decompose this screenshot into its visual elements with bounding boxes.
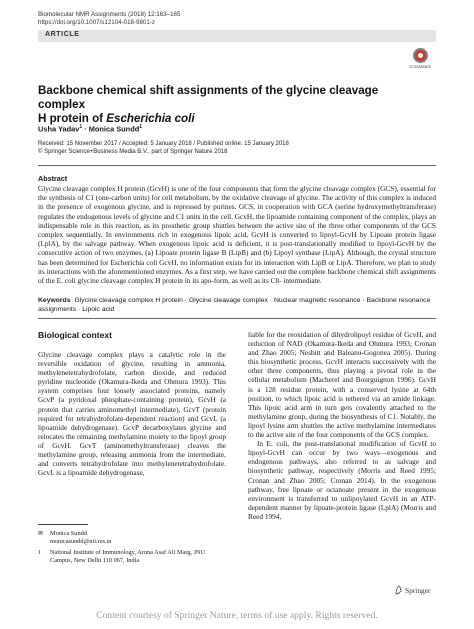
corresponding-email[interactable]: monicasundd@nii.res.in (50, 538, 112, 545)
paragraph-right-1: liable for the reoxidation of dihydrolipoyl residue of GcvH, and reduction of NAD (Okamura-Ikeda and Ohmura 1993; Cronan and Zhao 2005; Nesbitt and Baleanu-Gogonea 2005). During this biosynthetic process, GcvH interacts successively with the other three components, thus playing a pivotal role in the cellular metabolism (Macherel and Bourguignon 1996). GcvH is a 128 residue protein, with a conserved lysine at 64th position, to which lipoic acid is tethered via an amide linkage. This lipoic acid arm in turn gets covalently attached to the methylamine group, during the biosynthesis of C1. Notably, the lipoyl lysine arm shuttles the active methylamine intermediates to the active site of the four components of the GCS complex. (248, 330, 436, 440)
publisher-logo (394, 585, 430, 595)
corresponding-author (38, 530, 228, 546)
keywords-list: Glycine cleavage complex H protein · Glycine cleavage complex · Nuclear magnetic resonance · Backbone resonance assignments · Lipoic acid (38, 297, 431, 313)
crossmark-label: CrossMark (409, 64, 431, 69)
section-heading-biological-context: Biological context (38, 330, 113, 340)
article-type-bar (38, 30, 436, 42)
author-yadav-affiliation: 1 (79, 124, 83, 130)
corresponding-name: Monica Sundd (50, 530, 87, 537)
keywords (38, 296, 436, 314)
author-sundd-affiliation: 1 (139, 124, 143, 130)
divider-keywords (38, 318, 436, 319)
affiliation-marker: 1 (38, 550, 41, 556)
title-organism: Escherichia coli (106, 112, 195, 125)
affiliation (38, 549, 228, 565)
keywords-label: Keywords (38, 297, 71, 304)
courtesy-watermark: Content courtesy of Springer Nature, terms of use apply. Rights reserved. (96, 610, 378, 621)
affiliation-text: National Institute of Immunology, Aruna Asaf Ali Marg, JNU Campus, New Delhi 110 067, India (50, 549, 206, 564)
crossmark-icon (413, 48, 428, 63)
abstract-text: Glycine cleavage complex H protein (GcvH) is one of the four components that form the glycine cleavage complex (GCS), essential for the synthesis of C1 (one-carbon units) for cell metabolism, by the oxidative cleavage of glycine. The activity of this complex is induced in the presence of exogenous glycine, and is repressed by purines. GCS, in cooperation with GCA (serine hydroxymethyltransferase) regulates the endogenous levels of glycine and C1 units in the cell. GcvH, the lipoamide containing component of the complex, plays an indispensable role in this reaction, as its prosthetic group shuttles between the active site of the three other components of the GCS complex sequentially. In environments rich in exogenous lipoic acid, GcvH is converted to lipoyl-GcvH by Lipoate protein ligase (LplA), by the salvage pathway. When exogenous lipoic acid is deficient, it is post-translationally modified to lipoyl-GcvH by the consecutive action of two enzymes, (a) Lipoate protein ligase B (LipB) and (b) Lipoyl synthase (LipA). Although, the crystal structure has been determined for Escherichia coli GcvH, no information exists for its interaction with LipB or LipA. Therefore, we plan to study its interactions with the aforementioned enzymes. As a first step, we have carried out the complete backbone chemical shift assignments of the E. coli glycine cleavage complex H protein in its apo-form, as well as its C8- intermediate. (38, 184, 436, 286)
body-column-right (248, 330, 436, 521)
divider-top (38, 165, 436, 166)
author-separator: · (82, 124, 89, 134)
springer-horse-icon (394, 585, 403, 595)
author-list (38, 124, 142, 133)
article-title (38, 84, 418, 126)
doi-link[interactable]: https://doi.org/10.1007/s12104-018-9801-z (38, 19, 155, 26)
copyright-line: © Springer Science+Business Media B.V., part of Springer Nature 2018 (38, 149, 228, 156)
abstract-heading: Abstract (38, 174, 68, 183)
title-line-2-prefix: H protein of (38, 112, 107, 125)
article-type-label: ARTICLE (45, 31, 80, 38)
journal-citation (38, 11, 180, 27)
crossmark-badge[interactable] (402, 48, 438, 69)
publisher-name: Springer (405, 585, 431, 595)
author-yadav[interactable]: Usha Yadav (38, 124, 80, 134)
abstract-body (38, 184, 436, 285)
footnote-divider (38, 524, 88, 525)
body-column-left (38, 350, 226, 477)
paragraph-right-2: In E. coli, the post-translational modification of GcvH to lipoyl-GcvH can occur by two ways—exogenous and endogenous pathways, also referred to as salvage and biosynthetic pathway, respectively (Morris and Reed 1995; Cronan and Zhao 2005; Cronan 2014). In the exogenous pathway, free lipoate or octanoate present in the exogenous environment is transferred to unlipoylated GcvH in an ATP-dependent manner by lipoate-protein ligase (LplA) (Morris and Reed 1994, (248, 439, 436, 521)
author-sundd[interactable]: Monica Sundd (88, 124, 140, 134)
publication-dates (38, 140, 289, 156)
envelope-icon: ✉ (38, 531, 44, 537)
journal-volume: Biomolecular NMR Assignments (2018) 12:163–165 (38, 11, 181, 18)
history-dates: Received: 15 November 2017 / Accepted: 5 January 2018 / Published online: 15 January 2018 (38, 141, 289, 147)
footnotes (38, 530, 228, 568)
title-line-1: Backbone chemical shift assignments of the glycine cleavage complex (38, 84, 379, 111)
paragraph-left-1: Glycine cleavage complex plays a catalytic role in the reversible oxidation of glycine, resulting in ammonia, methylenetetrahydrofolate, carbon dioxide, and reduced pyridine nucleotide (Okamura-Ikeda and Ohmura 1993). This system comprises four loosely associated proteins, namely GcvP (a pyridoxal phosphate-containing protein), GcvH (a protein that carries aminomethyl intermediate), GcvT (protein required for tetrahydrofolate-dependent reaction) and GcvL (a lipoamide dehydrogenase). GcvP decarboxylates glycine and relocates the remaining methylamine moiety to the lipoyl group of GcvH. GcvT (aminomethyltransferase) cleaves the methylamine group, releasing ammonia from the intermediate, and converts tetrahydrofolate into methylenetetrahydrofolate. GcvL is a lipoamide dehydrogenase, (38, 350, 226, 478)
